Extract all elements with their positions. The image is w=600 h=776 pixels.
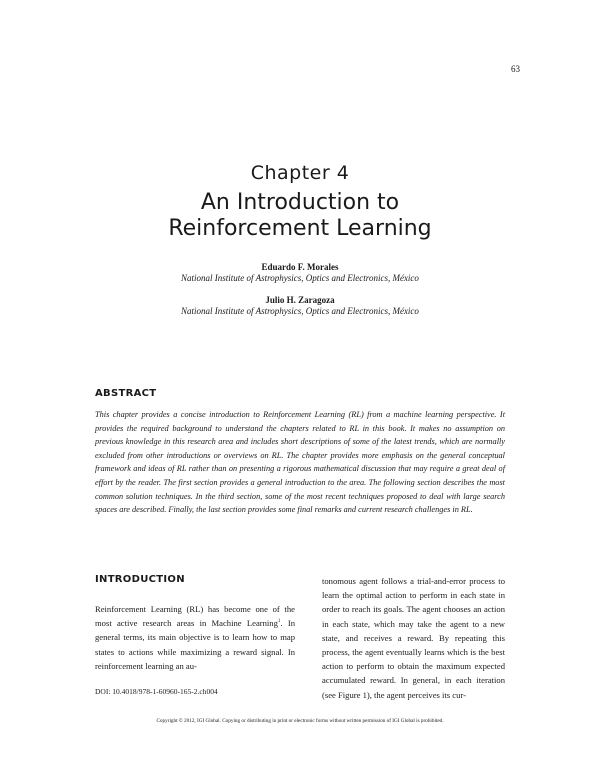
introduction-column-2: tonomous agent follows a trial-and-error process to learn the optimal action to perform in each state in order to reach its goals. The agent chooses an action in each state, which may take the agent to a new state, and receives a reward. By repeating this process, the agent eventually learns which is the best action to perform to obtain the maximum expected accumulated reward. In general, in each iteration (see Figure 1), the agent perceives its cur- — [322, 576, 505, 700]
intro-text-part-2: . In general terms, its main objective is to learn how to map states to actions while maximizing a reward signal. In reinforcement learning an au- — [95, 618, 295, 671]
author-affiliation: National Institute of Astrophysics, Optics and Electronics, México — [181, 306, 419, 316]
doi-line: DOI: 10.4018/978-1-60960-165-2.ch004 — [95, 687, 218, 696]
chapter-title-line-2: Reinforcement Learning — [168, 216, 432, 241]
chapter-title-line-1: An Introduction to — [200, 190, 400, 215]
abstract-heading: ABSTRACT — [95, 388, 157, 399]
abstract-text: This chapter provides a concise introduction to Reinforcement Learning (RL) from a machine learning perspective. It provides the required background to understand the chapters related to RL in this book. It makes no assumption on previous knowledge in this research area and includes short descriptions of some of the latest trends, which are normally excluded from other introductions or overviews on RL. The chapter provides more emphasis on the general conceptual framework and ideas of RL rather than on presenting a rigorous mathematical discussion that may require a great deal of effort by the reader. The first section provides a general introduction to the area. The following section describes the most common solution techniques. In the third section, some of the most recent techniques proposed to deal with large search spaces are described. Finally, the last section provides some final remarks and current research challenges in RL. — [95, 410, 505, 515]
author-name: Julio H. Zaragoza — [265, 295, 335, 305]
chapter-label: Chapter 4 — [250, 162, 350, 184]
intro-text-part-1: Reinforcement Learning (RL) has become one of the most active research areas in Machine Learning — [95, 604, 295, 629]
introduction-heading: INTRODUCTION — [95, 574, 185, 585]
author-affiliation: National Institute of Astrophysics, Optics and Electronics, México — [181, 273, 419, 283]
footnote-marker[interactable]: 1 — [277, 619, 281, 625]
author-name: Eduardo F. Morales — [261, 262, 339, 272]
page-number: 63 — [511, 64, 520, 74]
chapter-title — [0, 190, 600, 242]
introduction-column-1 — [95, 602, 295, 673]
copyright-notice: Copyright © 2012, IGI Global. Copying or distributing in print or electronic forms without written permission of IGI Global is prohibited. — [156, 718, 444, 724]
